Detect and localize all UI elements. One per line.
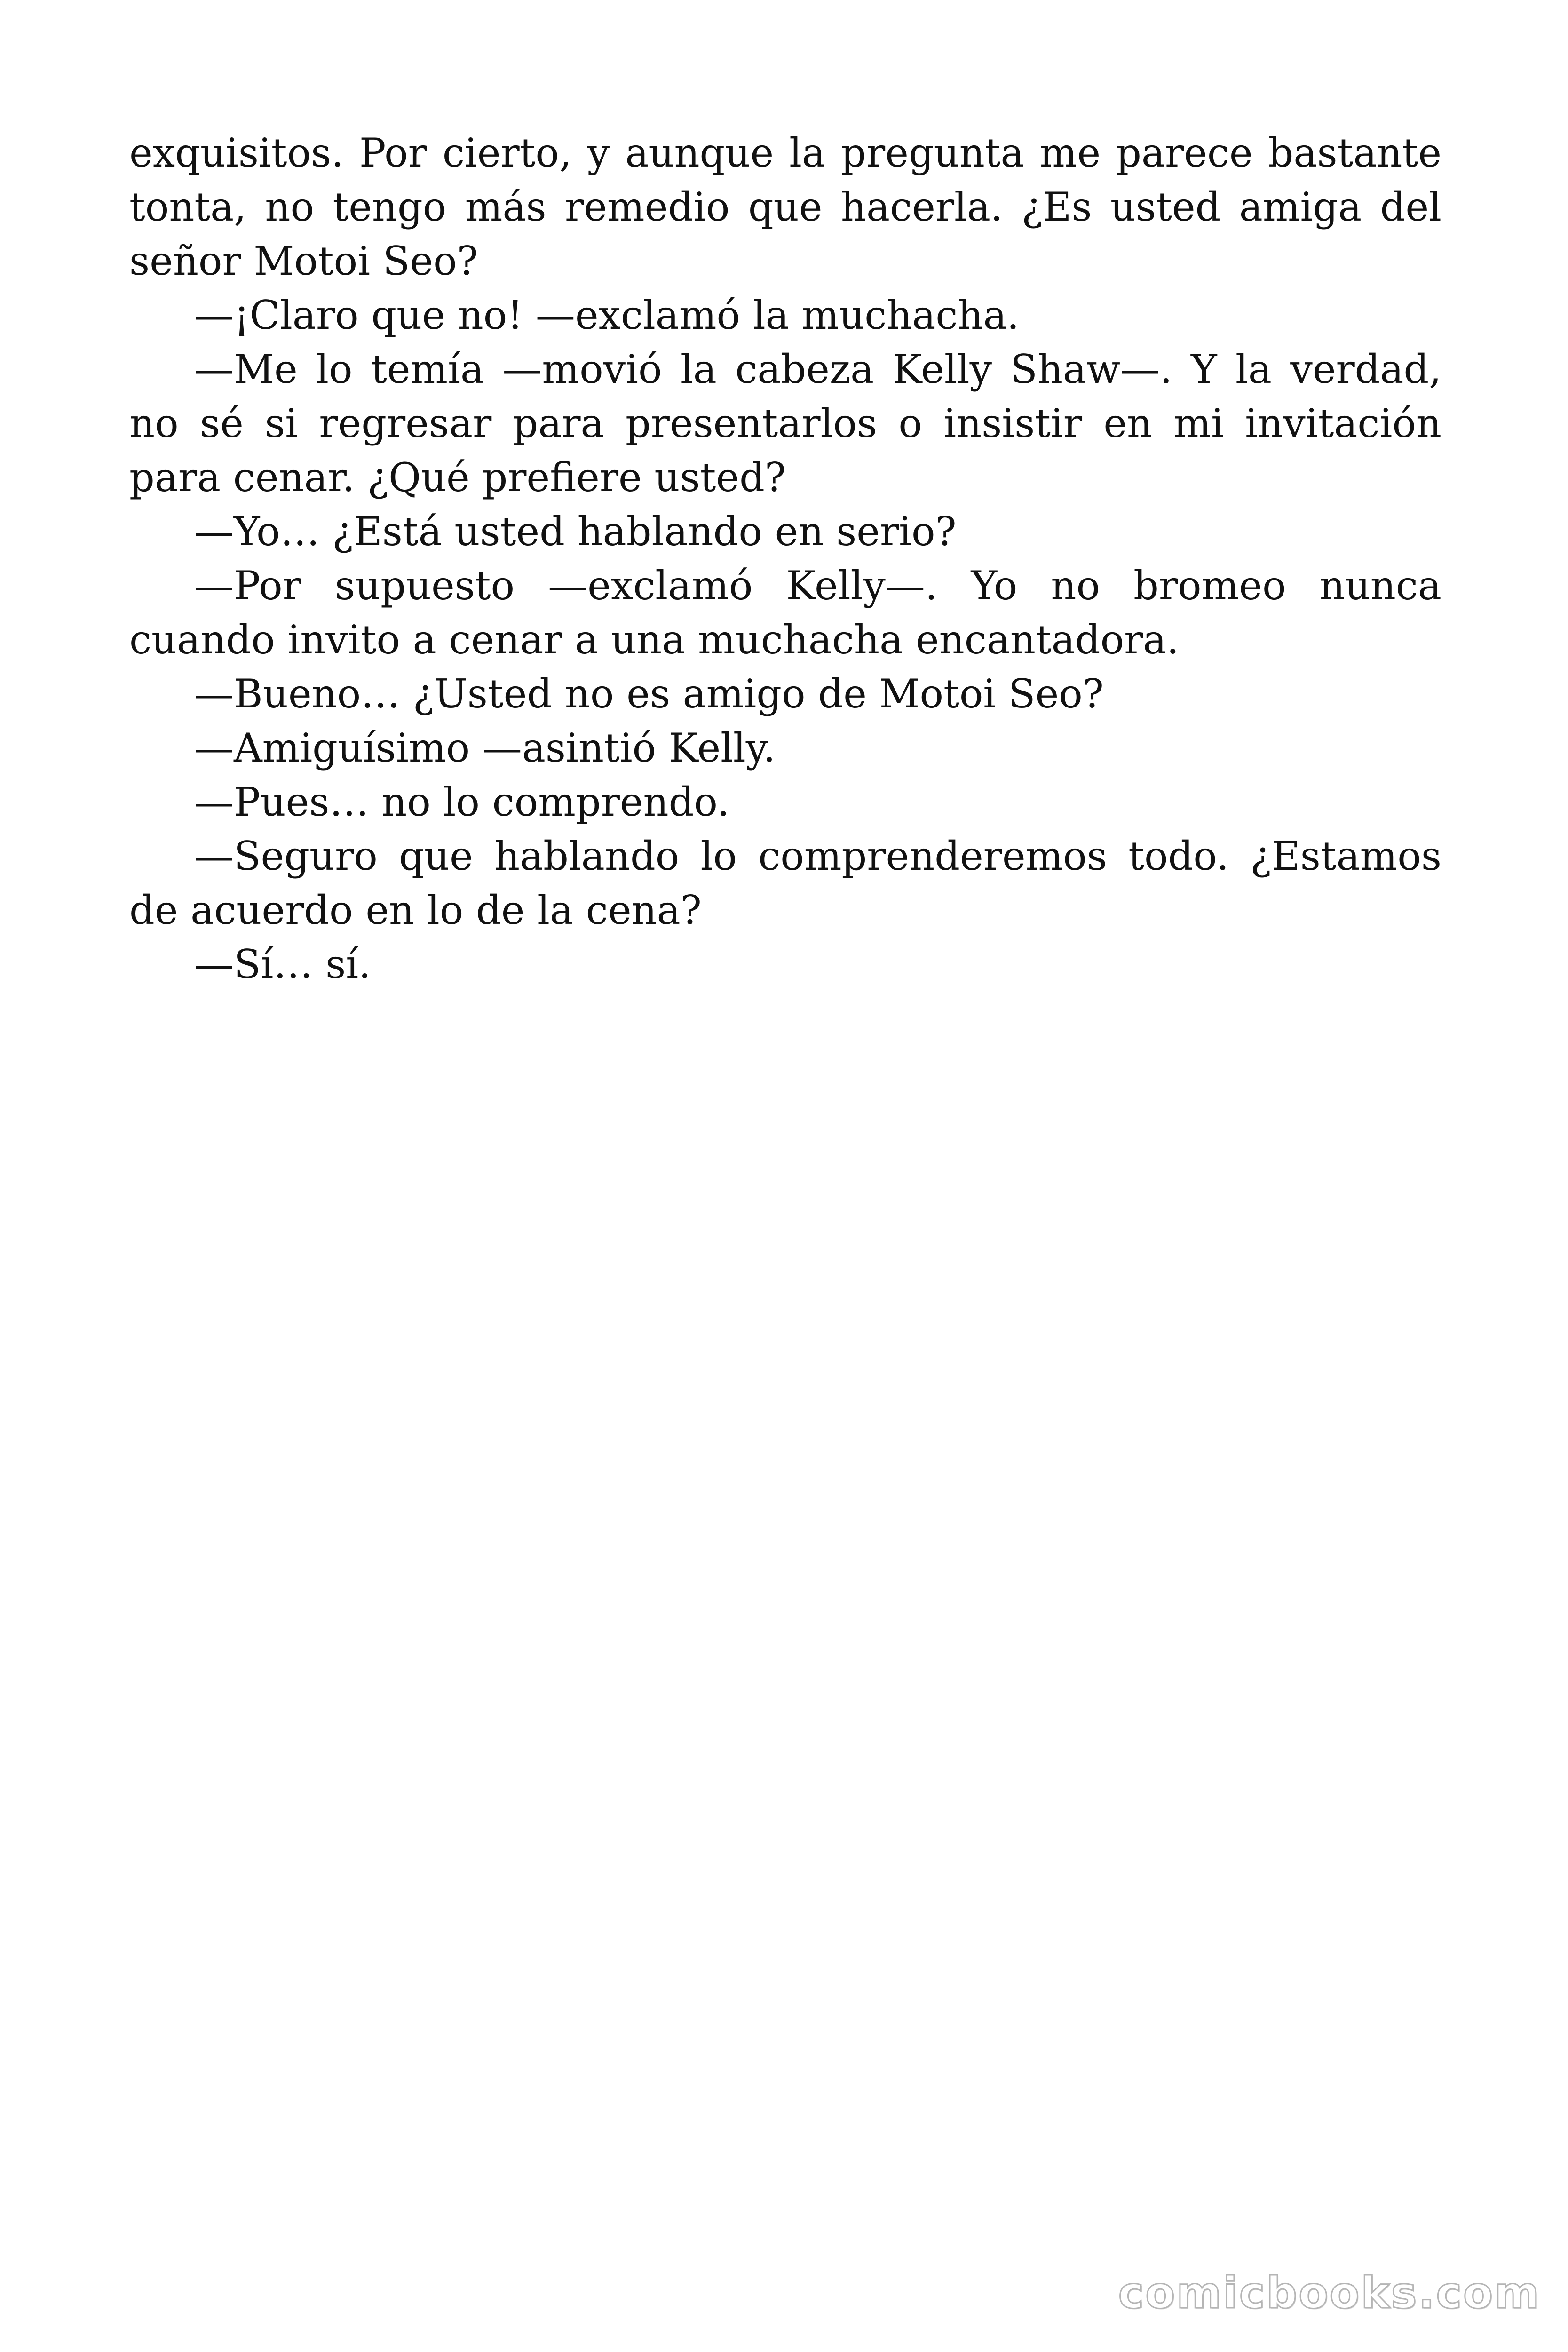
watermark-logo: comicbooks.com xyxy=(1118,2268,1541,2318)
paragraph-dialogue: —¡Claro que no! —exclamó la muchacha. xyxy=(194,292,1020,338)
paragraph-dialogue: —Amiguísimo —asintió Kelly. xyxy=(194,725,776,771)
paragraph-dialogue: —Sí… sí. xyxy=(194,941,371,987)
paragraph-dialogue: —Por supuesto —exclamó Kelly—. Yo no bromeo nunca cuando invito a cenar a una muchacha encantadora. xyxy=(129,563,1441,663)
paragraph-dialogue: —Me lo temía —movió la cabeza Kelly Shaw—. Y la verdad, no sé si regresar para presentarlos o insistir en mi invitación para cenar. ¿Qué prefiere usted? xyxy=(129,346,1441,501)
body-text xyxy=(129,126,1441,992)
paragraph-dialogue: —Seguro que hablando lo comprenderemos todo. ¿Estamos de acuerdo en lo de la cena? xyxy=(129,833,1441,933)
paragraph-dialogue: —Yo… ¿Está usted hablando en serio? xyxy=(194,509,957,555)
paragraph-dialogue: —Bueno… ¿Usted no es amigo de Motoi Seo? xyxy=(194,671,1104,717)
paragraph-dialogue: —Pues… no lo comprendo. xyxy=(194,779,730,825)
paragraph-continuation: exquisitos. Por cierto, y aunque la pregunta me parece bastante tonta, no tengo más remedio que hacerla. ¿Es usted amiga del señor Motoi Seo? xyxy=(129,130,1441,284)
